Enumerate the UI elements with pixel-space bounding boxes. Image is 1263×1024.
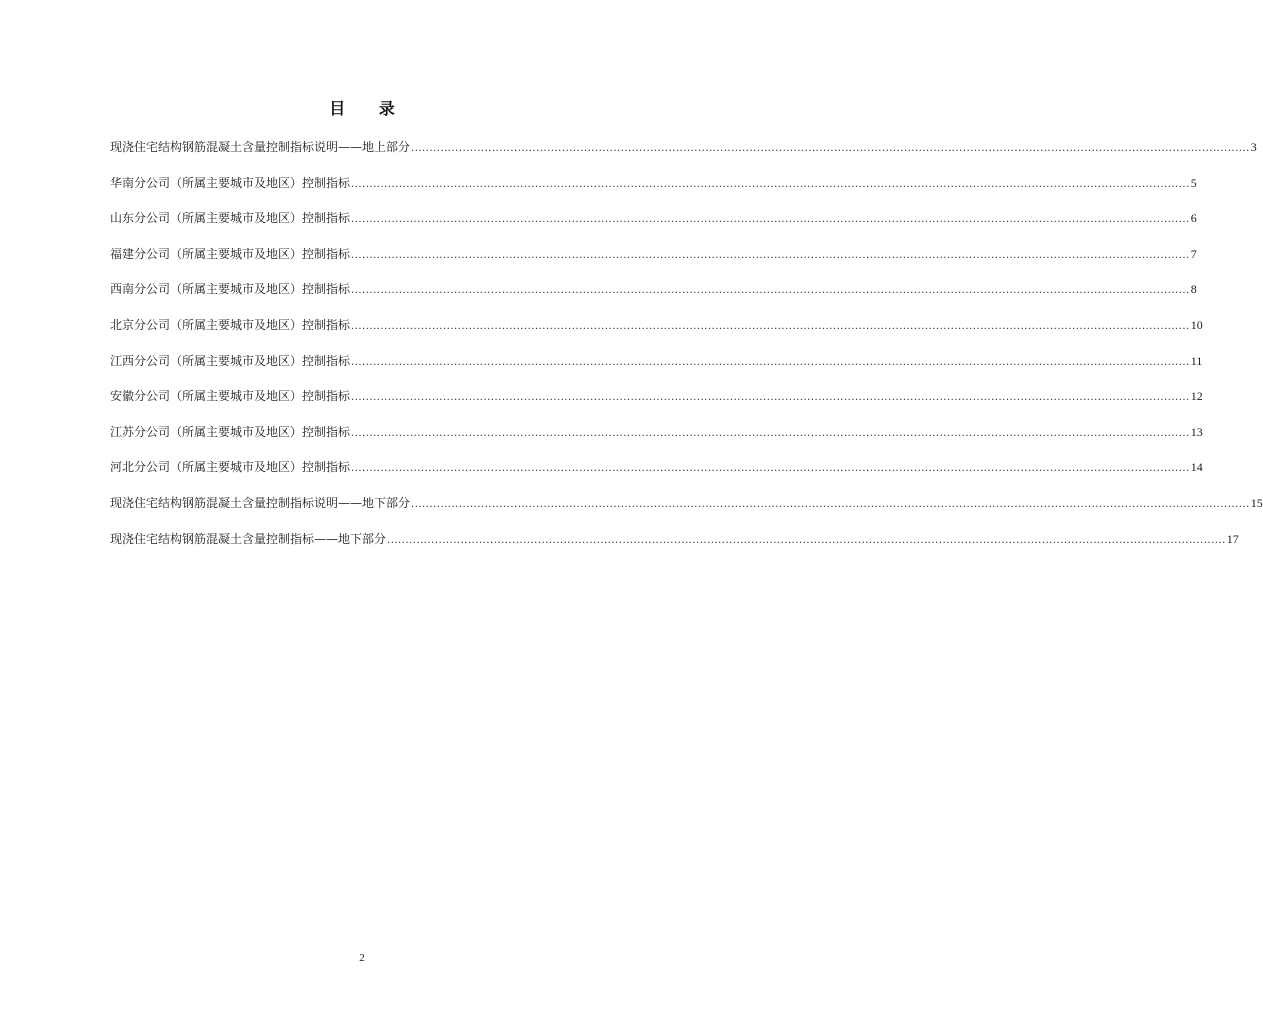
toc-entry-page: 5 [1190, 175, 1197, 190]
toc-entry-label: 安徽分公司（所属主要城市及地区）控制指标 [110, 389, 351, 404]
toc-leader-dots: .................................................................................................................................................................................................................................... [351, 320, 1190, 332]
toc-entry[interactable] [110, 140, 1257, 176]
toc-entry[interactable] [110, 211, 1197, 247]
toc-entry-label: 现浇住宅结构钢筋混凝土含量控制指标说明——地上部分 [110, 140, 411, 154]
toc-entry[interactable] [110, 389, 1203, 425]
toc-entry-label: 河北分公司（所属主要城市及地区）控制指标 [110, 460, 351, 475]
toc-entry-page: 3 [1250, 140, 1257, 154]
toc-leader-dots: .................................................................................................................................................................................................................................... [351, 427, 1190, 439]
toc-leader-dots: .................................................................................................................................................................................................................................... [411, 498, 1250, 510]
toc-entry-page: 10 [1190, 317, 1203, 332]
toc-entry-label: 福建分公司（所属主要城市及地区）控制指标 [110, 246, 351, 261]
page-number: 2 [359, 952, 365, 964]
toc-leader-dots: .................................................................................................................................................................................................................................... [351, 285, 1190, 297]
toc-entry-label: 江苏分公司（所属主要城市及地区）控制指标 [110, 424, 351, 439]
toc-entry-page: 17 [1226, 531, 1239, 546]
toc-entry-page: 14 [1190, 460, 1203, 475]
toc-leader-dots: .................................................................................................................................................................................................................................... [351, 178, 1190, 190]
toc-entry[interactable] [110, 353, 1203, 390]
toc-leader-dots: .................................................................................................................................................................................................................................... [351, 392, 1190, 404]
toc-entry-page: 6 [1190, 211, 1197, 226]
toc-entry[interactable] [110, 317, 1203, 354]
toc-entry[interactable] [110, 424, 1203, 461]
toc-entry[interactable] [110, 175, 1197, 212]
toc-entry[interactable] [110, 460, 1203, 496]
toc-entry[interactable] [110, 282, 1197, 318]
toc-entry-page: 12 [1190, 389, 1203, 404]
toc-leader-dots: .................................................................................................................................................................................................................................... [387, 534, 1226, 546]
toc-entry-page: 13 [1190, 424, 1203, 439]
toc-leader-dots: .................................................................................................................................................................................................................................... [351, 214, 1190, 226]
toc-entry-page: 8 [1190, 282, 1197, 297]
toc-entry-label: 现浇住宅结构钢筋混凝土含量控制指标——地下部分 [110, 531, 387, 546]
toc-leader-dots: .................................................................................................................................................................................................................................... [351, 356, 1190, 368]
toc-entry-page: 7 [1190, 246, 1197, 261]
toc-entry[interactable] [110, 246, 1197, 283]
toc-entry-page: 11 [1190, 353, 1203, 368]
toc-leader-dots: .................................................................................................................................................................................................................................... [351, 463, 1190, 475]
toc-entry[interactable] [110, 495, 1263, 532]
toc-entry-page: 15 [1250, 495, 1263, 510]
toc-entry-label: 北京分公司（所属主要城市及地区）控制指标 [110, 317, 351, 332]
toc-entry[interactable] [110, 531, 1239, 568]
toc-leader-dots: .................................................................................................................................................................................................................................... [351, 249, 1190, 261]
toc-entry-label: 山东分公司（所属主要城市及地区）控制指标 [110, 211, 351, 226]
table-of-contents [110, 140, 1263, 567]
toc-entry-label: 现浇住宅结构钢筋混凝土含量控制指标说明——地下部分 [110, 495, 411, 510]
toc-entry-label: 华南分公司（所属主要城市及地区）控制指标 [110, 175, 351, 190]
toc-entry-label: 江西分公司（所属主要城市及地区）控制指标 [110, 353, 351, 368]
toc-leader-dots: .................................................................................................................................................................................................................................... [411, 143, 1250, 154]
toc-title: 目 录 [329, 99, 409, 118]
toc-entry-label: 西南分公司（所属主要城市及地区）控制指标 [110, 282, 351, 297]
